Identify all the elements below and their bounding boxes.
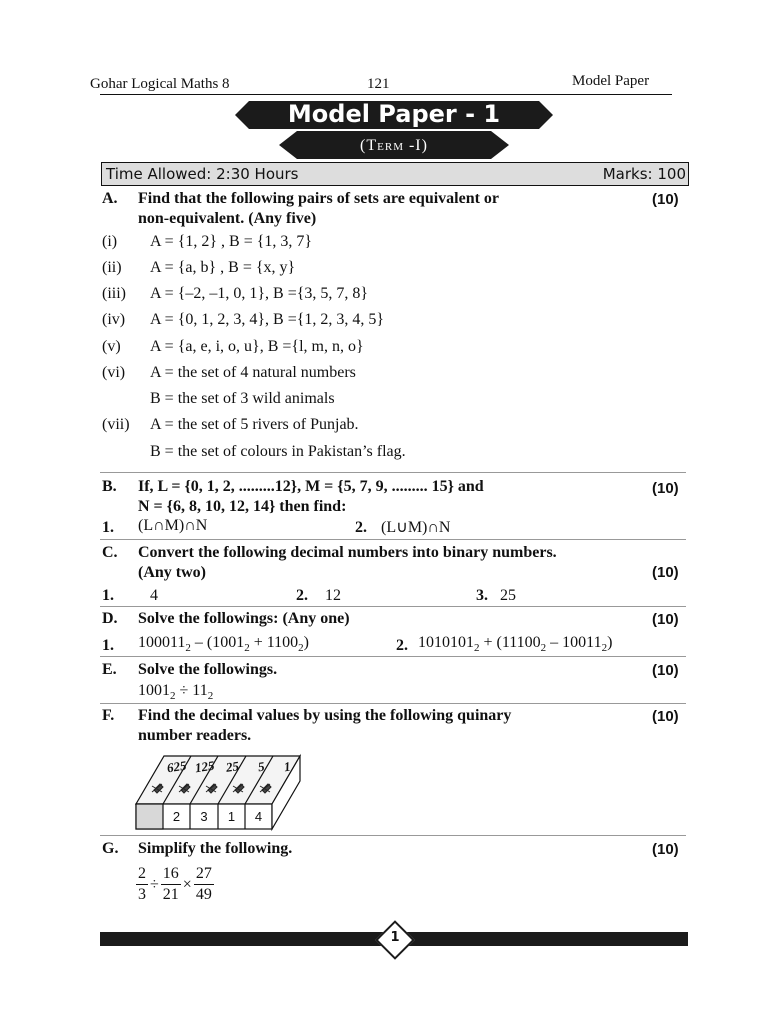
qa-item-no: (i) xyxy=(102,233,118,250)
qc-part1-no: 1. xyxy=(102,587,114,604)
denominator: 3 xyxy=(138,886,146,903)
paper-title: Model Paper - 1 xyxy=(287,100,501,128)
question-g-line1: Simplify the following. xyxy=(138,840,293,857)
qa-item-text: B = the set of colours in Pakistan’s flag. xyxy=(150,443,406,460)
question-d-marks: (10) xyxy=(652,611,679,628)
section-divider xyxy=(100,835,686,836)
question-e-marks: (10) xyxy=(652,662,679,679)
place-label: 25 xyxy=(224,758,240,775)
fraction xyxy=(136,864,148,905)
section-divider xyxy=(100,472,686,473)
question-g-marks: (10) xyxy=(652,841,679,858)
qa-item-text: A = the set of 4 natural numbers xyxy=(150,364,356,381)
fraction xyxy=(194,864,214,905)
section-divider xyxy=(100,703,686,704)
question-a-line1: Find that the following pairs of sets are equivalent or xyxy=(138,190,500,207)
question-c-marks: (10) xyxy=(652,564,679,581)
operand: 100011 xyxy=(138,634,186,651)
numerator: 2 xyxy=(136,864,148,885)
denominator: 49 xyxy=(195,886,212,903)
question-d-line1: Solve the followings: (Any one) xyxy=(138,610,350,627)
operand: 1001 xyxy=(212,634,245,651)
operand: 1100 xyxy=(266,634,299,651)
qd-part2-expr: $1010101_2 + (11100_2 - 10011_2)$ xyxy=(418,634,613,655)
header-rule xyxy=(100,94,672,95)
question-a-letter: A. xyxy=(102,190,118,207)
section-divider xyxy=(100,539,686,540)
qb-part1-no: 1. xyxy=(102,519,114,536)
section-divider xyxy=(100,606,686,607)
abacus-digit: 3 xyxy=(200,809,208,824)
base: 2 xyxy=(601,642,608,655)
qa-item-text: B = the set of 3 wild animals xyxy=(150,390,335,407)
qd-part1-no: 1. xyxy=(102,637,114,654)
place-label: 5 xyxy=(256,758,266,775)
question-c-line2: (Any two) xyxy=(138,564,206,581)
qd-part1-expr: $100011_2 - (1001_2 + 1100_2)$ xyxy=(138,634,309,655)
question-e-line1: Solve the followings. xyxy=(138,661,278,678)
question-g-letter: G. xyxy=(102,840,119,857)
section-divider xyxy=(100,656,686,657)
base: 2 xyxy=(185,642,191,655)
operand: 1010101 xyxy=(418,634,474,651)
qg-expression xyxy=(136,864,214,905)
page-number: 121 xyxy=(367,76,390,92)
qa-item-no: (v) xyxy=(102,338,121,355)
qc-part2-value: 12 xyxy=(325,587,341,604)
qc-part3-value: 25 xyxy=(500,587,516,604)
question-c-line1: Convert the following decimal numbers into binary numbers. xyxy=(138,544,557,561)
base: 2 xyxy=(540,642,547,655)
fraction xyxy=(161,864,181,905)
question-b-marks: (10) xyxy=(652,480,679,497)
question-c-letter: C. xyxy=(102,544,118,561)
base: 2 xyxy=(244,642,250,655)
multiply-sign: × xyxy=(182,875,192,893)
question-f-marks: (10) xyxy=(652,708,679,725)
footer-page-number: 1 xyxy=(390,930,400,945)
qa-item-text: A = the set of 5 rivers of Punjab. xyxy=(150,416,359,433)
qc-part2-no: 2. xyxy=(296,587,308,604)
info-bar xyxy=(101,162,689,186)
time-allowed: Time Allowed: 2:30 Hours xyxy=(106,165,299,183)
base: 2 xyxy=(474,642,480,655)
operand: 11 xyxy=(192,682,208,699)
qa-item-text: A = {1, 2} , B = {1, 3, 7} xyxy=(150,233,313,250)
operand: 1001 xyxy=(138,682,170,699)
question-e-letter: E. xyxy=(102,661,117,678)
qe-expr: $1001_2 \div 11_2$ xyxy=(138,682,214,703)
book-title: Gohar Logical Maths 8 xyxy=(90,76,230,92)
qa-item-no: (iii) xyxy=(102,285,126,302)
question-b-letter: B. xyxy=(102,478,117,495)
numerator: 27 xyxy=(194,864,214,885)
operand: 10011 xyxy=(562,634,602,651)
abacus-digit: 2 xyxy=(172,809,181,824)
qb-part2-expr: (L∪M)∩N xyxy=(381,519,451,536)
question-a-marks: (10) xyxy=(652,191,679,208)
divide-sign: ÷ xyxy=(150,875,159,893)
qa-item-text: A = {a, e, i, o, u}, B ={l, m, n, o} xyxy=(150,338,364,355)
numerator: 16 xyxy=(161,864,181,885)
term-label: (Term -I) xyxy=(360,137,428,154)
section-title: Model Paper xyxy=(572,73,650,89)
total-marks: Marks: 100 xyxy=(602,165,686,183)
question-b-line1: If, L = {0, 1, 2, .........12}, M = {5, 7, 9, ......... 15} and xyxy=(138,478,484,495)
denominator: 21 xyxy=(162,886,179,903)
qb-part2-no: 2. xyxy=(355,519,367,536)
base: 2 xyxy=(298,642,304,655)
abacus-digit: 1 xyxy=(227,809,236,824)
qa-item-text: A = {0, 1, 2, 3, 4}, B ={1, 2, 3, 4, 5} xyxy=(150,311,385,328)
qa-item-no: (vii) xyxy=(102,416,130,433)
qa-item-no: (vi) xyxy=(102,364,126,381)
qc-part3-no: 3. xyxy=(476,587,488,604)
qa-item-text: A = {–2, –1, 0, 1}, B ={3, 5, 7, 8} xyxy=(150,285,369,302)
qa-item-no: (ii) xyxy=(102,259,122,276)
question-f-line1: Find the decimal values by using the following quinary xyxy=(138,707,512,724)
base: 2 xyxy=(170,690,176,703)
place-label: 1 xyxy=(282,758,292,775)
qb-part1-expr: (L∩M)∩N xyxy=(138,517,208,534)
question-f-line2: number readers. xyxy=(138,727,252,744)
base: 2 xyxy=(207,690,214,703)
question-a-line2: non-equivalent. (Any five) xyxy=(138,210,317,227)
question-d-letter: D. xyxy=(102,610,118,627)
question-b-line2: N = {6, 8, 10, 12, 14} then find: xyxy=(138,498,347,515)
qc-part1-value: 4 xyxy=(150,587,158,604)
question-f-letter: F. xyxy=(102,707,115,724)
place-label: 625 xyxy=(165,757,188,776)
place-label: 125 xyxy=(193,757,216,776)
qa-item-no: (iv) xyxy=(102,311,126,328)
operand: 11100 xyxy=(501,634,541,651)
abacus-digit: 4 xyxy=(254,809,263,824)
qd-part2-no: 2. xyxy=(396,637,408,654)
qa-item-text: A = {a, b} , B = {x, y} xyxy=(150,259,296,276)
